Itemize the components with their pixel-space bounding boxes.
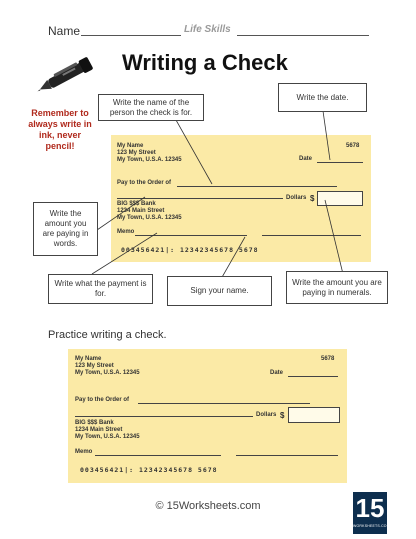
practice-bank-name: BIG $$$ Bank — [75, 420, 114, 426]
dollar-sign: $ — [310, 194, 315, 203]
logo-number: 15 — [355, 493, 385, 523]
site-logo — [353, 492, 390, 534]
practice-pay-to-label: Pay to the Order of — [75, 397, 130, 403]
bank-city: My Town, U.S.A. 12345 — [117, 215, 182, 221]
practice-bank-street: 1234 Main Street — [75, 427, 123, 433]
payer-name: My Name — [117, 143, 144, 149]
practice-dollar-sign: $ — [280, 411, 285, 420]
callout-memo: Write what the payment is for. — [48, 274, 153, 304]
practice-payer-street: 123 My Street — [75, 363, 114, 369]
check-number: 5678 — [346, 143, 360, 149]
name-label: Name — [48, 24, 81, 38]
practice-memo-line[interactable] — [95, 455, 221, 456]
bank-name: BIG $$$ Bank — [117, 201, 156, 207]
practice-signature-line[interactable] — [236, 455, 338, 456]
practice-date-line[interactable] — [288, 376, 338, 377]
page-title: Writing a Check — [122, 50, 288, 75]
footer-copyright: © 15Worksheets.com — [155, 500, 261, 512]
callout-date: Write the date. — [278, 83, 367, 112]
practice-dollars-label: Dollars — [256, 412, 277, 418]
callout-payee: Write the name of the person the check is for. — [98, 94, 204, 121]
micr-line: 003456421|: 12342345678 5678 — [121, 246, 259, 254]
callout-words: Write the amount you are paying in words. — [33, 202, 98, 256]
practice-date-label: Date — [270, 370, 284, 376]
payer-city: My Town, U.S.A. 12345 — [117, 157, 182, 163]
practice-payer-name: My Name — [75, 356, 102, 362]
practice-memo-label: Memo — [75, 449, 93, 455]
memo-label: Memo — [117, 229, 135, 235]
pay-to-label: Pay to the Order of — [117, 180, 172, 186]
dollars-label: Dollars — [286, 195, 307, 201]
callout-numerals: Write the amount you are paying in numerals. — [286, 271, 388, 304]
reminder-note: Remember to always write in ink, never pencil! — [28, 108, 92, 151]
callout-sign: Sign your name. — [167, 276, 272, 306]
bank-street: 1234 Main Street — [117, 208, 165, 214]
subject-label: Life Skills — [184, 24, 231, 35]
payer-street: 123 My Street — [117, 150, 156, 156]
practice-amount-words-line[interactable] — [75, 416, 253, 417]
practice-amount-box[interactable] — [288, 407, 340, 423]
practice-payee-line[interactable] — [138, 403, 310, 404]
logo-text: WORKSHEETS.COM — [353, 524, 390, 528]
practice-label: Practice writing a check. — [48, 329, 167, 341]
practice-payer-city: My Town, U.S.A. 12345 — [75, 370, 140, 376]
practice-bank-city: My Town, U.S.A. 12345 — [75, 434, 140, 440]
date-label: Date — [299, 156, 313, 162]
practice-micr-line: 003456421|: 12342345678 5678 — [80, 466, 218, 474]
practice-check-number: 5678 — [321, 356, 335, 362]
